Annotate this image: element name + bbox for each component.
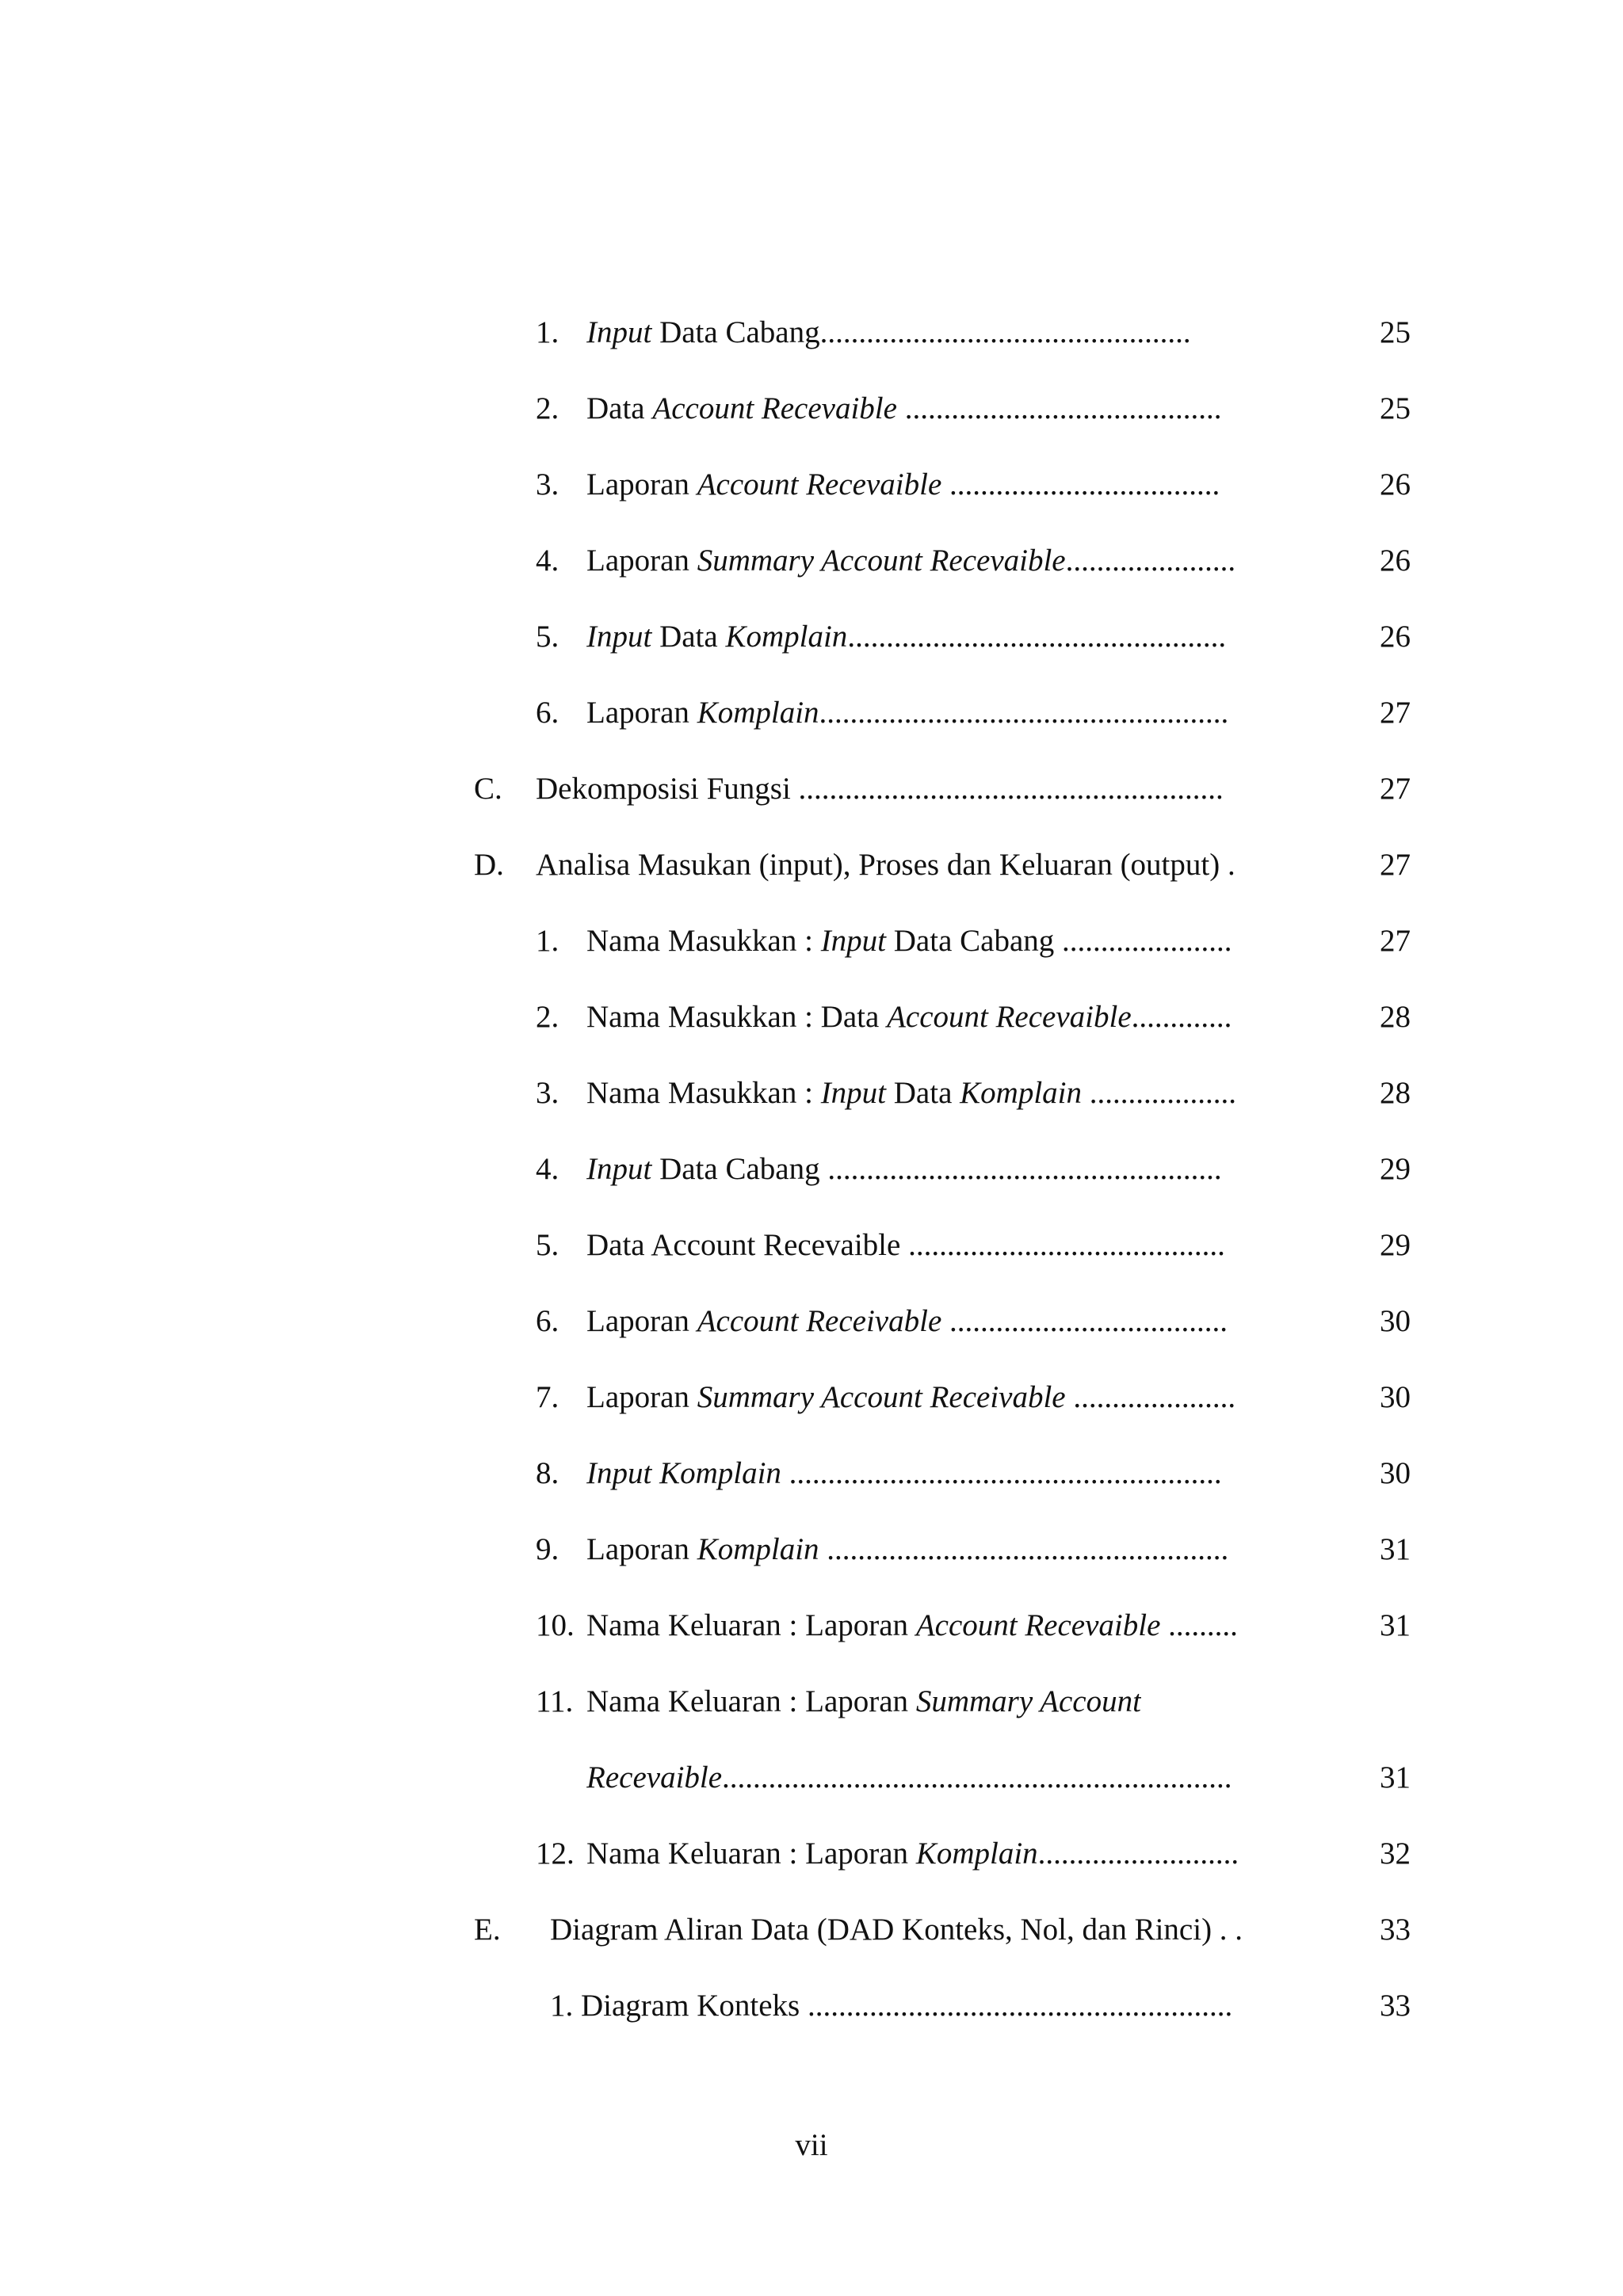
toc-entry-title	[586, 385, 1221, 433]
toc-leader-dots: .................................................	[847, 620, 1227, 654]
toc-entry-marker: 7.	[536, 1380, 559, 1414]
toc-entry-title	[586, 1450, 1222, 1497]
toc-entry-title	[586, 613, 1226, 661]
toc-leader-dots: ................................................	[819, 315, 1191, 349]
toc-leader-dots: .....................	[1065, 1380, 1236, 1414]
toc-entry	[0, 1906, 1623, 1954]
toc-leader-dots: ..................................................................	[722, 1760, 1232, 1794]
toc-entry-title-segment: Account Recevaible	[887, 1000, 1132, 1034]
toc-entry-title-segment: Nama Keluaran : Laporan	[586, 1608, 916, 1642]
toc-entry-page-number: 26	[1380, 543, 1411, 578]
toc-entry-title-segment: Summary Account	[915, 1684, 1141, 1718]
toc-entry-title-segment: Analisa Masukan (input), Proses dan Keluaran (output) .	[536, 848, 1235, 882]
toc-entry	[0, 1526, 1623, 1573]
toc-entry	[0, 765, 1623, 813]
toc-entry-marker: 9.	[536, 1532, 559, 1566]
toc-entry-title	[586, 1602, 1238, 1650]
toc-entry-title	[586, 689, 1228, 737]
toc-entry	[0, 841, 1623, 889]
toc-entry-page-number: 33	[1380, 1913, 1411, 1947]
toc-entry	[0, 1982, 1623, 2030]
toc-entry-page-number: 29	[1380, 1228, 1411, 1262]
toc-entry-marker: D.	[474, 848, 504, 882]
toc-entry-title-segment: Laporan	[586, 467, 697, 502]
toc-entry-marker: C.	[474, 772, 502, 806]
toc-entry-title	[586, 1146, 1222, 1193]
toc-entry-title-segment: Data	[651, 620, 726, 654]
toc-entry-title	[536, 841, 1235, 889]
toc-entry	[0, 1678, 1623, 1726]
toc-entry-page-number: 27	[1380, 924, 1411, 958]
toc-entry-title-segment: Komplain	[960, 1076, 1082, 1110]
toc-entry-page-number: 27	[1380, 848, 1411, 882]
toc-entry-title-segment: Data Cabang	[886, 924, 1055, 958]
toc-entry-title-segment: Nama Masukkan :	[586, 1076, 821, 1110]
toc-entry-marker: E.	[474, 1913, 501, 1947]
toc-leader-dots: .......................................................	[790, 772, 1224, 806]
toc-entry	[0, 1146, 1623, 1193]
toc-entry-title	[586, 1754, 1232, 1802]
toc-entry-title-segment: Data	[886, 1076, 960, 1110]
toc-entry	[0, 689, 1623, 737]
toc-entry-title-segment: Diagram Aliran Data (DAD Konteks, Nol, dan Rinci) . .	[550, 1913, 1243, 1947]
toc-entry-page-number: 26	[1380, 620, 1411, 654]
toc-entry	[0, 917, 1623, 965]
toc-entry-title	[586, 309, 1191, 357]
toc-leader-dots: ........................................................	[781, 1456, 1222, 1490]
toc-entry-page-number: 27	[1380, 772, 1411, 806]
toc-entry-title-segment: Nama Masukkan :	[586, 924, 821, 958]
toc-entry-title-segment: Laporan	[586, 1380, 697, 1414]
toc-entry-title-segment: Laporan	[586, 1304, 697, 1338]
toc-entry-title-segment: Nama Keluaran : Laporan	[586, 1836, 916, 1871]
toc-leader-dots: .........	[1160, 1608, 1238, 1642]
toc-entry-title-segment: Input	[586, 315, 652, 349]
toc-entry-title	[536, 765, 1224, 813]
toc-entry-title	[586, 461, 1220, 509]
toc-entry	[0, 1222, 1623, 1269]
toc-entry-title-segment: Dekomposisi Fungsi	[536, 772, 791, 806]
toc-leader-dots: .........................................	[896, 391, 1222, 425]
toc-entry-title-segment: Summary Account Receivable	[697, 1380, 1066, 1414]
toc-entry-title-segment: Komplain	[697, 1532, 819, 1566]
toc-leader-dots: ...................................	[941, 467, 1220, 502]
toc-entry-marker: 2.	[536, 1000, 559, 1034]
toc-entry-page-number: 29	[1380, 1152, 1411, 1186]
toc-entry	[0, 613, 1623, 661]
toc-entry-title-segment: Summary Account Recevaible	[697, 543, 1066, 578]
toc-leader-dots: .............	[1131, 1000, 1232, 1034]
toc-leader-dots: ....................................	[941, 1304, 1228, 1338]
toc-entry-marker: 11.	[536, 1684, 574, 1718]
toc-entry-title-segment: Data Cabang	[651, 315, 820, 349]
toc-entry-title-segment: Komplain	[697, 696, 819, 730]
toc-entry-marker: 4.	[536, 1152, 559, 1186]
toc-entry	[0, 537, 1623, 585]
toc-entry-title	[586, 1678, 1141, 1726]
toc-entry-title-segment: Account Recevaible	[915, 1608, 1161, 1642]
toc-entry	[0, 1602, 1623, 1650]
toc-entry-page-number: 30	[1380, 1380, 1411, 1414]
toc-entry-title-segment: Laporan	[586, 696, 697, 730]
toc-entry-title-segment: Nama Masukkan : Data	[586, 1000, 888, 1034]
toc-entry-marker: 4.	[536, 543, 559, 578]
toc-entry-page-number: 30	[1380, 1304, 1411, 1338]
toc-entry-marker: 2.	[536, 391, 559, 425]
toc-entry-title-segment: Account Recevaible	[697, 467, 942, 502]
toc-entry-marker: 5.	[536, 620, 559, 654]
toc-entry	[0, 309, 1623, 357]
toc-entry-title-segment: Account Recevaible	[652, 391, 897, 425]
toc-entry-page-number: 28	[1380, 1000, 1411, 1034]
toc-entry	[0, 1374, 1623, 1421]
toc-leader-dots: .....................................................	[819, 696, 1229, 730]
toc-entry-page-number: 31	[1380, 1532, 1411, 1566]
toc-leader-dots: ..........................	[1037, 1836, 1239, 1871]
toc-entry	[0, 1450, 1623, 1497]
page-number-footer: vii	[795, 2128, 828, 2162]
toc-entry-title	[586, 1830, 1239, 1878]
toc-entry-title-segment: 1. Diagram Konteks	[550, 1989, 800, 2023]
toc-entry	[0, 461, 1623, 509]
toc-entry-title-segment: Recevaible	[586, 1760, 723, 1794]
toc-entry	[0, 1070, 1623, 1117]
toc-entry-title	[586, 1374, 1235, 1421]
toc-entry-title-segment: Input	[586, 1152, 652, 1186]
toc-leader-dots: ...................	[1082, 1076, 1236, 1110]
toc-leader-dots: ....................................................	[819, 1532, 1229, 1566]
toc-entry-title-segment: Laporan	[586, 543, 697, 578]
toc-entry-title-segment: Komplain	[915, 1836, 1038, 1871]
toc-leader-dots: .........................................	[900, 1228, 1225, 1262]
toc-leader-dots: .......................................................	[800, 1989, 1233, 2023]
toc-entry-title	[586, 1298, 1228, 1345]
toc-entry-marker: 5.	[536, 1228, 559, 1262]
toc-entry-title-segment: Input Komplain	[586, 1456, 781, 1490]
toc-entry-title	[550, 1982, 1232, 2030]
toc-entry-marker: 12.	[536, 1836, 575, 1871]
toc-entry-title-segment: Laporan	[586, 1532, 697, 1566]
toc-entry-page-number: 25	[1380, 391, 1411, 425]
toc-entry-title-segment: Data	[586, 391, 653, 425]
toc-entry	[0, 1754, 1623, 1802]
toc-entry-title	[586, 537, 1235, 585]
toc-entry-marker: 10.	[536, 1608, 575, 1642]
toc-entry-marker: 1.	[536, 924, 559, 958]
toc-entry-page-number: 26	[1380, 467, 1411, 502]
toc-entry-page-number: 27	[1380, 696, 1411, 730]
toc-entry-page-number: 31	[1380, 1608, 1411, 1642]
toc-entry	[0, 1298, 1623, 1345]
toc-entry-title-segment: Account Receivable	[697, 1304, 942, 1338]
toc-entry-title-segment: Komplain	[725, 620, 848, 654]
toc-entry-page-number: 25	[1380, 315, 1411, 349]
toc-entry-page-number: 28	[1380, 1076, 1411, 1110]
toc-entry-title-segment: Data Cabang	[651, 1152, 820, 1186]
toc-entry	[0, 994, 1623, 1041]
toc-entry-marker: 1.	[536, 315, 559, 349]
toc-leader-dots: ...................................................	[819, 1152, 1222, 1186]
toc-entry-title	[586, 994, 1232, 1041]
toc-entry-marker: 6.	[536, 1304, 559, 1338]
toc-entry-title	[586, 1222, 1225, 1269]
toc-leader-dots: ......................	[1065, 543, 1236, 578]
toc-entry-marker: 3.	[536, 467, 559, 502]
toc-entry-title	[586, 1526, 1228, 1573]
toc-entry-title-segment: Input	[820, 1076, 887, 1110]
toc-entry-page-number: 33	[1380, 1989, 1411, 2023]
toc-entry-page-number: 30	[1380, 1456, 1411, 1490]
toc-entry-title-segment: Data Account Recevaible	[586, 1228, 901, 1262]
toc-entry	[0, 1830, 1623, 1878]
toc-entry-title	[586, 917, 1232, 965]
toc-entry-marker: 6.	[536, 696, 559, 730]
toc-entry-page-number: 32	[1380, 1836, 1411, 1871]
toc-entry-title-segment: Input	[820, 924, 887, 958]
toc-entry	[0, 385, 1623, 433]
toc-leader-dots: ......................	[1054, 924, 1232, 958]
toc-entry-page-number: 31	[1380, 1760, 1411, 1794]
toc-entry-title	[586, 1070, 1236, 1117]
toc-entry-title-segment: Nama Keluaran : Laporan	[586, 1684, 916, 1718]
toc-entry-marker: 3.	[536, 1076, 559, 1110]
toc-entry-title	[550, 1906, 1243, 1954]
toc-entry-marker: 8.	[536, 1456, 559, 1490]
toc-entry-title-segment: Input	[586, 620, 652, 654]
